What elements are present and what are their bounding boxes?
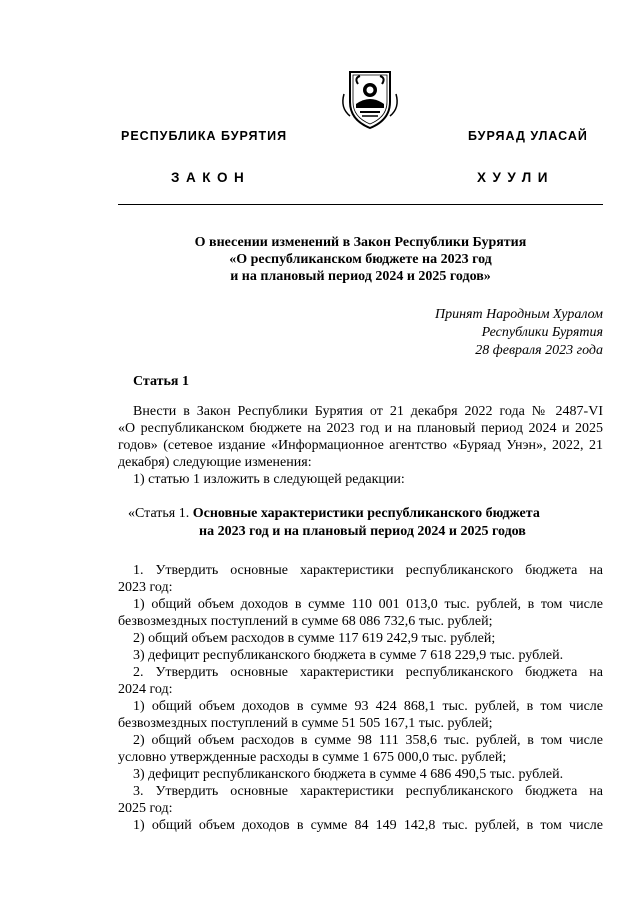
paragraph-line: 1) статью 1 изложить в следующей редакции: xyxy=(133,472,405,487)
paragraph-line: 2. Утвердить основные характеристики республиканского бюджета на xyxy=(133,665,603,680)
paragraph-line: годов» (сетевое издание «Информационное агентство «Буряад Унэн», 2022, 21 xyxy=(118,438,603,453)
adoption-line: 28 февраля 2023 года xyxy=(475,343,603,358)
paragraph-line: 2) общий объем расходов в сумме 98 111 358,6 тыс. рублей, в том числе xyxy=(133,733,603,748)
adoption-line: Республики Бурятия xyxy=(481,325,603,340)
article-prefix: «Статья 1. xyxy=(128,506,190,521)
paragraph-line: 1) общий объем доходов в сумме 110 001 013,0 тыс. рублей, в том числе xyxy=(133,597,603,612)
header-republic-ru: РЕСПУБЛИКА БУРЯТИЯ xyxy=(121,129,288,143)
paragraph-line: 2024 год: xyxy=(118,682,173,697)
paragraph-line: 3) дефицит республиканского бюджета в сумме 7 618 229,9 тыс. рублей. xyxy=(133,648,564,663)
paragraph-line: 1. Утвердить основные характеристики республиканского бюджета на xyxy=(133,563,603,578)
title-line: и на плановый период 2024 и 2025 годов» xyxy=(230,269,491,284)
title-line: «О республиканском бюджете на 2023 год xyxy=(229,252,492,267)
header-law-bua: ХУУЛИ xyxy=(477,170,554,185)
paragraph-line: 1) общий объем доходов в сумме 84 149 142,8 тыс. рублей, в том числе xyxy=(133,818,603,833)
paragraph-line: условно утвержденные расходы в сумме 1 675 000,0 тыс. рублей; xyxy=(118,750,507,765)
paragraph-line: декабря) следующие изменения: xyxy=(118,455,312,470)
paragraph-line: 3. Утвердить основные характеристики республиканского бюджета на xyxy=(133,784,603,799)
header-divider xyxy=(118,204,603,205)
paragraph-line: 3) дефицит республиканского бюджета в сумме 4 686 490,5 тыс. рублей. xyxy=(133,767,564,782)
paragraph-line: безвозмездных поступлений в сумме 68 086 732,6 тыс. рублей; xyxy=(118,614,493,629)
article-heading: Статья 1 xyxy=(133,374,189,389)
paragraph-line: 1) общий объем доходов в сумме 93 424 868,1 тыс. рублей, в том числе xyxy=(133,699,603,714)
header-republic-bua: БУРЯАД УЛАСАЙ xyxy=(468,129,588,143)
paragraph-line: 2025 год: xyxy=(118,801,173,816)
adoption-line: Принят Народным Хуралом xyxy=(434,307,603,322)
header-law-ru: ЗАКОН xyxy=(171,170,251,185)
paragraph-line: безвозмездных поступлений в сумме 51 505 167,1 тыс. рублей; xyxy=(118,716,493,731)
paragraph-line: «О республиканском бюджете на 2023 год и на плановый период 2024 и 2025 xyxy=(118,421,603,436)
article-title-line: Основные характеристики республиканского бюджета xyxy=(192,506,540,521)
title-line: О внесении изменений в Закон Республики Бурятия xyxy=(194,235,527,250)
new-article-heading xyxy=(128,506,608,542)
article-title-line: на 2023 год и на плановый период 2024 и 2025 годов xyxy=(199,524,526,539)
document-title xyxy=(118,235,603,286)
coat-of-arms-icon xyxy=(336,64,404,132)
paragraph-line: 2023 год: xyxy=(118,580,173,595)
paragraph-line: 2) общий объем расходов в сумме 117 619 242,9 тыс. рублей; xyxy=(133,631,496,646)
paragraph-line: Внести в Закон Республики Бурятия от 21 декабря 2022 года № 2487-VI xyxy=(133,404,603,419)
adoption-note xyxy=(330,307,603,361)
